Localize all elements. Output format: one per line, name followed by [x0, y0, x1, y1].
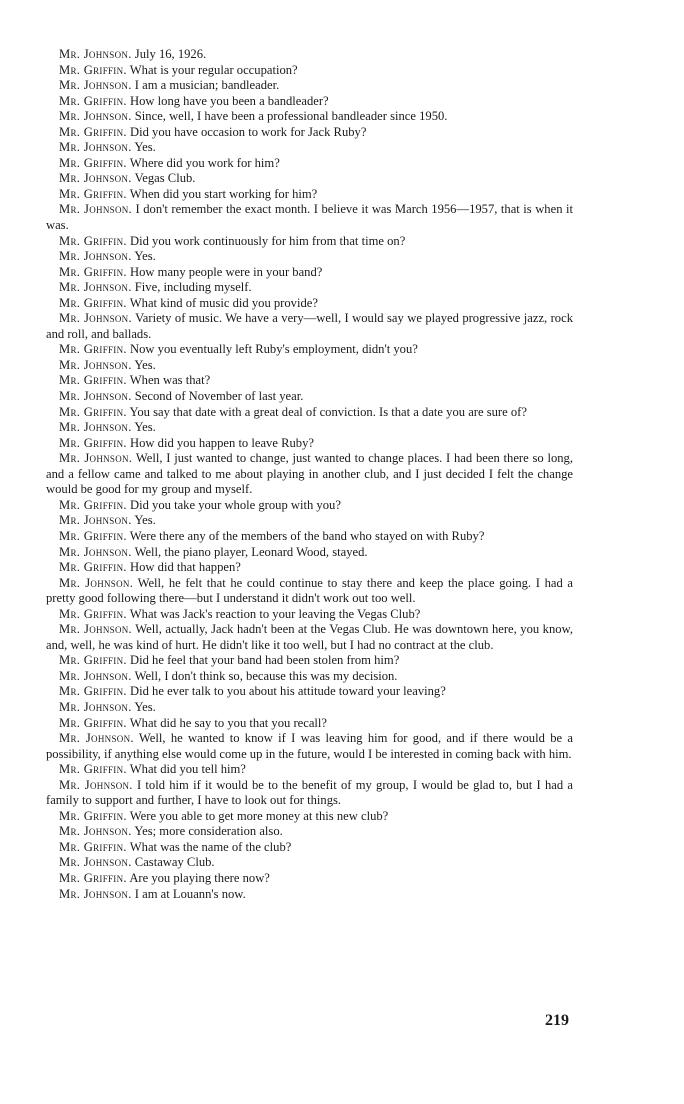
transcript-paragraph — [46, 684, 573, 700]
speaker-label: Mr. Johnson. — [59, 855, 132, 870]
spoken-text: Well, he wanted to know if I was leaving him for good, and if there would be a possibility, if anything else would come up in the future, would I be interested in coming back with him. — [46, 731, 573, 761]
speaker-label: Mr. Griffin. — [59, 435, 127, 450]
spoken-text: Did he ever talk to you about his attitude toward your leaving? — [126, 684, 446, 699]
transcript-paragraph — [46, 63, 573, 79]
spoken-text: Since, well, I have been a professional bandleader since 1950. — [131, 109, 448, 124]
speaker-label: Mr. Johnson. — [59, 575, 134, 590]
spoken-text: What is your regular occupation? — [126, 62, 298, 77]
speaker-label: Mr. Griffin. — [59, 715, 127, 730]
transcript-paragraph — [46, 824, 573, 840]
spoken-text: How did you happen to leave Ruby? — [126, 435, 314, 450]
spoken-text: Well, the piano player, Leonard Wood, stayed. — [131, 544, 368, 559]
spoken-text: How many people were in your band? — [126, 264, 323, 279]
transcript-paragraph — [46, 202, 573, 233]
spoken-text: Yes. — [131, 140, 156, 155]
transcript-paragraph — [46, 249, 573, 265]
transcript-paragraph — [46, 373, 573, 389]
transcript-paragraph — [46, 513, 573, 529]
speaker-label: Mr. Johnson. — [59, 140, 132, 155]
speaker-label: Mr. Griffin. — [59, 808, 127, 823]
transcript-paragraph — [46, 265, 573, 281]
speaker-label: Mr. Johnson. — [59, 389, 132, 404]
transcript-paragraph — [46, 545, 573, 561]
spoken-text: Did you work continuously for him from that time on? — [126, 233, 406, 248]
transcript-paragraph — [46, 762, 573, 778]
spoken-text: Well, he felt that he could continue to stay there and keep the place going. I had a pretty good following there—but I understand it didn't work out too well. — [46, 575, 573, 606]
speaker-label: Mr. Griffin. — [59, 62, 127, 77]
spoken-text: Were you able to get more money at this new club? — [126, 808, 389, 823]
transcript-paragraph — [46, 156, 573, 172]
spoken-text: Well, I just wanted to change, just wanted to change places. I had been there so long, and a fellow came and talked to me about playing in another club, and I just decided I felt the change would be good for my group and myself. — [46, 451, 573, 497]
transcript-paragraph — [46, 420, 573, 436]
spoken-text: Yes. — [131, 249, 156, 264]
speaker-label: Mr. Johnson. — [59, 311, 132, 326]
speaker-label: Mr. Johnson. — [59, 78, 132, 93]
speaker-label: Mr. Johnson. — [59, 451, 133, 466]
transcript-paragraph — [46, 311, 573, 342]
speaker-label: Mr. Griffin. — [59, 870, 127, 885]
spoken-text: I told him if it would be to the benefit of my group, I would be glad to, but I had a family to support and further, I have to look out for things. — [46, 777, 573, 808]
transcript-paragraph — [46, 280, 573, 296]
speaker-label: Mr. Johnson. — [59, 668, 132, 683]
speaker-label: Mr. Johnson. — [59, 202, 133, 217]
transcript-paragraph — [46, 607, 573, 623]
transcript-paragraph — [46, 342, 573, 358]
transcript-paragraph — [46, 560, 573, 576]
speaker-label: Mr. Griffin. — [59, 839, 127, 854]
transcript-paragraph — [46, 187, 573, 203]
speaker-label: Mr. Johnson. — [59, 171, 132, 186]
transcript-paragraph — [46, 389, 573, 405]
transcript-paragraph — [46, 47, 573, 63]
spoken-text: Yes. — [131, 420, 156, 435]
transcript-paragraph — [46, 716, 573, 732]
transcript-paragraph — [46, 700, 573, 716]
speaker-label: Mr. Griffin. — [59, 497, 127, 512]
transcript-paragraph — [46, 140, 573, 156]
transcript-paragraph — [46, 234, 573, 250]
speaker-label: Mr. Griffin. — [59, 186, 127, 201]
speaker-label: Mr. Johnson. — [59, 622, 133, 637]
spoken-text: How did that happen? — [126, 560, 241, 575]
transcript-paragraph — [46, 171, 573, 187]
speaker-label: Mr. Griffin. — [59, 606, 127, 621]
speaker-label: Mr. Johnson. — [59, 544, 132, 559]
speaker-label: Mr. Johnson. — [59, 47, 132, 61]
spoken-text: I am at Louann's now. — [131, 886, 246, 901]
spoken-text: Yes; more consideration also. — [131, 824, 283, 839]
spoken-text: Vegas Club. — [131, 171, 196, 186]
spoken-text: Are you playing there now? — [126, 870, 270, 885]
spoken-text: When was that? — [126, 373, 211, 388]
speaker-label: Mr. Johnson. — [59, 731, 134, 746]
speaker-label: Mr. Griffin. — [59, 528, 127, 543]
speaker-label: Mr. Johnson. — [59, 824, 132, 839]
speaker-label: Mr. Johnson. — [59, 357, 132, 372]
speaker-label: Mr. Griffin. — [59, 762, 127, 777]
transcript-paragraph — [46, 358, 573, 374]
spoken-text: Castaway Club. — [131, 855, 215, 870]
speaker-label: Mr. Johnson. — [59, 280, 132, 295]
transcript-paragraph — [46, 887, 573, 903]
transcript-paragraph — [46, 622, 573, 653]
speaker-label: Mr. Johnson. — [59, 249, 132, 264]
spoken-text: Well, actually, Jack hadn't been at the Vegas Club. He was downtown here, you know, and, well, he was kind of hurt. He didn't like it too well, but I had no contract at the club. — [46, 622, 573, 652]
transcript-paragraph — [46, 78, 573, 94]
speaker-label: Mr. Griffin. — [59, 404, 127, 419]
speaker-label: Mr. Griffin. — [59, 373, 127, 388]
spoken-text: Yes. — [131, 699, 156, 714]
transcript-paragraph — [46, 94, 573, 110]
speaker-label: Mr. Johnson. — [59, 777, 133, 792]
spoken-text: I don't remember the exact month. I believe it was March 1956—1957, that is when it was. — [46, 202, 573, 233]
transcript-paragraph — [46, 809, 573, 825]
transcript-paragraph — [46, 125, 573, 141]
spoken-text: You say that date with a great deal of conviction. Is that a date you are sure of? — [126, 404, 527, 419]
speaker-label: Mr. Johnson. — [59, 699, 132, 714]
spoken-text: Variety of music. We have a very—well, I would say we played progressive jazz, rock and roll, and ballads. — [46, 311, 573, 341]
speaker-label: Mr. Griffin. — [59, 684, 127, 699]
spoken-text: When did you start working for him? — [126, 186, 318, 201]
speaker-label: Mr. Griffin. — [59, 653, 127, 668]
spoken-text: Yes. — [131, 513, 156, 528]
transcript-paragraph — [46, 498, 573, 514]
transcript-paragraph — [46, 576, 573, 607]
spoken-text: What kind of music did you provide? — [126, 295, 318, 310]
spoken-text: Now you eventually left Ruby's employment, didn't you? — [126, 342, 418, 357]
transcript-paragraph — [46, 529, 573, 545]
spoken-text: Did he feel that your band had been stolen from him? — [126, 653, 400, 668]
transcript-paragraph — [46, 405, 573, 421]
speaker-label: Mr. Johnson. — [59, 109, 132, 124]
speaker-label: Mr. Griffin. — [59, 155, 127, 170]
speaker-label: Mr. Johnson. — [59, 420, 132, 435]
spoken-text: What did he say to you that you recall? — [126, 715, 328, 730]
spoken-text: What did you tell him? — [126, 762, 246, 777]
spoken-text: How long have you been a bandleader? — [126, 93, 329, 108]
transcript-paragraph — [46, 109, 573, 125]
transcript-paragraph — [46, 871, 573, 887]
spoken-text: Were there any of the members of the band who stayed on with Ruby? — [126, 528, 485, 543]
spoken-text: Yes. — [131, 357, 156, 372]
spoken-text: I am a musician; bandleader. — [131, 78, 280, 93]
spoken-text: Did you have occasion to work for Jack Ruby? — [126, 124, 367, 139]
transcript-paragraph — [46, 855, 573, 871]
transcript-paragraph — [46, 436, 573, 452]
spoken-text: Five, including myself. — [131, 280, 252, 295]
transcript-paragraph — [46, 451, 573, 498]
transcript-paragraph — [46, 653, 573, 669]
speaker-label: Mr. Griffin. — [59, 342, 127, 357]
speaker-label: Mr. Griffin. — [59, 124, 127, 139]
transcript-paragraph — [46, 296, 573, 312]
spoken-text: Did you take your whole group with you? — [126, 497, 341, 512]
spoken-text: Well, I don't think so, because this was my decision. — [131, 668, 398, 683]
speaker-label: Mr. Griffin. — [59, 560, 127, 575]
spoken-text: Second of November of last year. — [131, 389, 304, 404]
spoken-text: What was Jack's reaction to your leaving the Vegas Club? — [126, 606, 421, 621]
speaker-label: Mr. Griffin. — [59, 233, 127, 248]
spoken-text: What was the name of the club? — [126, 839, 292, 854]
transcript-paragraph — [46, 731, 573, 762]
spoken-text: July 16, 1926. — [131, 47, 207, 61]
spoken-text: Where did you work for him? — [126, 155, 280, 170]
speaker-label: Mr. Griffin. — [59, 264, 127, 279]
transcript-paragraph — [46, 840, 573, 856]
speaker-label: Mr. Johnson. — [59, 886, 132, 901]
speaker-label: Mr. Griffin. — [59, 295, 127, 310]
transcript-paragraph — [46, 669, 573, 685]
speaker-label: Mr. Johnson. — [59, 513, 132, 528]
speaker-label: Mr. Griffin. — [59, 93, 127, 108]
page-number: 219 — [545, 1012, 569, 1029]
transcript-paragraph — [46, 778, 573, 809]
testimony-transcript — [46, 47, 573, 902]
